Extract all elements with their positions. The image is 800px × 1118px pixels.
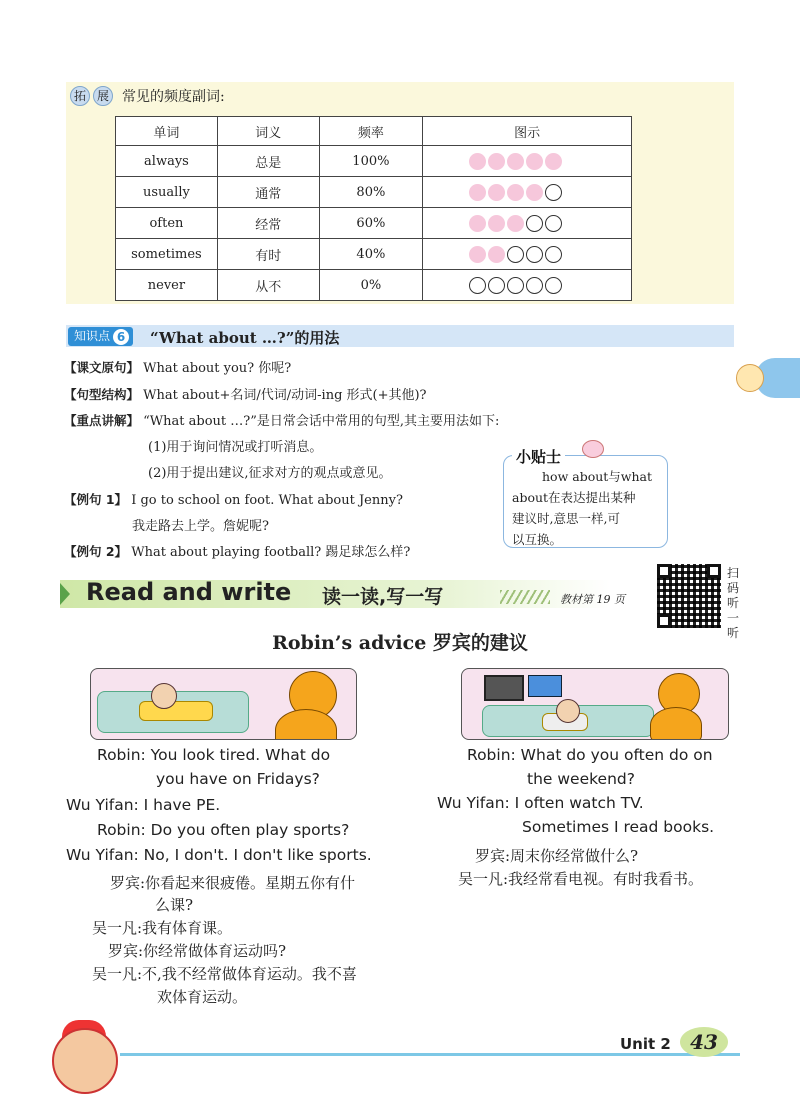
dialogue-line: Wu Yifan: I have PE. (66, 796, 221, 814)
table-cell-meaning: 经常 (217, 208, 319, 239)
translation-line: 欢体育运动。 (157, 988, 248, 1006)
dialogue-line: you have on Fridays? (156, 770, 320, 788)
translation-line: 吴一凡:不,我不经常做体育运动。我不喜 (92, 965, 357, 983)
mascot-icon (52, 1028, 118, 1094)
table-row (116, 146, 632, 177)
example-2-label: 【例句 2】 (64, 544, 128, 559)
table-row (116, 208, 632, 239)
knowledge-title: “What about …?”的用法 (150, 329, 340, 347)
translation-line: 么课? (155, 896, 194, 914)
empty-circle-icon (545, 215, 562, 232)
translation-line: 罗宾:你经常做体育运动吗? (108, 942, 287, 960)
illustration-right (461, 668, 729, 740)
original-sentence-line (64, 357, 291, 376)
table-cell-meaning: 有时 (217, 239, 319, 270)
original-text: What about you? 你呢? (143, 361, 292, 376)
table-cell-word: never (116, 270, 218, 301)
filled-circle-icon (507, 153, 524, 170)
extension-tag-char: 拓 (70, 86, 90, 106)
tip-line: 以互换。 (512, 532, 563, 547)
knowledge-number: 6 (113, 329, 129, 345)
illustration-left (90, 668, 357, 740)
focus-text: “What about …?”是日常会话中常用的句型,其主要用法如下: (143, 414, 500, 429)
tip-line: about在表达提出某种 (512, 490, 636, 505)
empty-circle-icon (526, 246, 543, 263)
table-cell-freq: 60% (319, 208, 423, 239)
filled-circle-icon (469, 184, 486, 201)
table-cell-word: often (116, 208, 218, 239)
table-row (116, 239, 632, 270)
mascot-face-icon (736, 364, 764, 392)
textbook-reference: 教材第 19 页 (560, 593, 625, 606)
filled-circle-icon (488, 215, 505, 232)
table-cell-word: usually (116, 177, 218, 208)
table-cell-meaning: 总是 (217, 146, 319, 177)
table-header-row (116, 117, 632, 146)
usage-1: (1)用于询问情况或打听消息。 (148, 440, 323, 455)
focus-line (64, 410, 499, 429)
table-cell-freq: 0% (319, 270, 423, 301)
qr-code-icon[interactable] (657, 564, 721, 628)
translation-line: 吴一凡:我经常看电视。有时我看书。 (458, 870, 704, 888)
table-cell-freq: 100% (319, 146, 423, 177)
extension-header (70, 86, 225, 106)
table-cell-meaning: 从不 (217, 270, 319, 301)
filled-circle-icon (469, 215, 486, 232)
empty-circle-icon (488, 277, 505, 294)
dialogue-line: Robin: You look tired. What do (97, 746, 331, 764)
filled-circle-icon (526, 184, 543, 201)
table-cell-word: sometimes (116, 239, 218, 270)
story-title: Robin’s advice 罗宾的建议 (272, 632, 528, 654)
filled-circle-icon (488, 153, 505, 170)
example-2-line (64, 541, 410, 560)
pig-icon (582, 440, 604, 458)
footer-line (120, 1053, 740, 1056)
table-cell-freq: 40% (319, 239, 423, 270)
table-cell-diagram (423, 146, 632, 177)
translation-line: 罗宾:周末你经常做什么? (475, 847, 639, 865)
usage-2: (2)用于提出建议,征求对方的观点或意见。 (148, 466, 392, 481)
arrow-icon (60, 583, 70, 605)
focus-label: 【重点讲解】 (64, 413, 140, 428)
read-write-title: Read and write (86, 578, 292, 606)
filled-circle-icon (488, 184, 505, 201)
example-1-text: I go to school on foot. What about Jenny? (131, 493, 403, 508)
structure-text: What about+名词/代词/动词-ing 形式(+其他)? (143, 388, 427, 403)
dialogue-line: Wu Yifan: I often watch TV. (437, 794, 644, 812)
unit-label: Unit 2 (620, 1035, 671, 1053)
dialogue-line: Robin: Do you often play sports? (97, 821, 350, 839)
table-cell-meaning: 通常 (217, 177, 319, 208)
extension-tag-char: 展 (93, 86, 113, 106)
header-word: 单词 (116, 117, 218, 146)
table-row (116, 270, 632, 301)
empty-circle-icon (526, 215, 543, 232)
header-diagram: 图示 (423, 117, 632, 146)
dialogue-line: Wu Yifan: No, I don't. I don't like sports. (66, 846, 372, 864)
empty-circle-icon (545, 184, 562, 201)
dialogue-line: the weekend? (527, 770, 635, 788)
filled-circle-icon (507, 215, 524, 232)
stripes-decoration (500, 590, 550, 604)
empty-circle-icon (526, 277, 543, 294)
knowledge-tag (68, 327, 133, 346)
example-1-label: 【例句 1】 (64, 492, 128, 507)
table-cell-diagram (423, 239, 632, 270)
table-cell-word: always (116, 146, 218, 177)
dialogue-line: Robin: What do you often do on (467, 746, 713, 764)
translation-line: 罗宾:你看起来很疲倦。星期五你有什 (110, 874, 356, 892)
header-meaning: 词义 (217, 117, 319, 146)
table-cell-diagram (423, 270, 632, 301)
frequency-table (115, 116, 632, 301)
translation-line: 吴一凡:我有体育课。 (92, 919, 233, 937)
extension-title: 常见的频度副词: (122, 89, 225, 105)
header-frequency: 频率 (319, 117, 423, 146)
page-number: 43 (680, 1027, 728, 1057)
filled-circle-icon (469, 153, 486, 170)
filled-circle-icon (526, 153, 543, 170)
scan-listen-label: 扫 码 听 一 听 (727, 566, 740, 640)
tip-line: 建议时,意思一样,可 (512, 511, 620, 526)
example-2-text: What about playing football? 踢足球怎么样? (131, 545, 411, 560)
structure-label: 【句型结构】 (64, 387, 140, 402)
table-body (116, 146, 632, 301)
example-1-line (64, 490, 403, 508)
tip-line: how about与what (542, 469, 653, 484)
dialogue-line: Sometimes I read books. (522, 818, 715, 836)
original-label: 【课文原句】 (64, 360, 140, 375)
tip-box (503, 455, 668, 548)
filled-circle-icon (488, 246, 505, 263)
structure-line (64, 384, 427, 403)
empty-circle-icon (545, 277, 562, 294)
table-cell-diagram (423, 177, 632, 208)
empty-circle-icon (469, 277, 486, 294)
table-row (116, 177, 632, 208)
empty-circle-icon (507, 246, 524, 263)
knowledge-tag-label: 知识点 (74, 329, 111, 343)
empty-circle-icon (507, 277, 524, 294)
filled-circle-icon (469, 246, 486, 263)
empty-circle-icon (545, 246, 562, 263)
filled-circle-icon (507, 184, 524, 201)
example-1-translation: 我走路去上学。詹妮呢? (132, 519, 269, 534)
table-cell-diagram (423, 208, 632, 239)
read-write-cn-title: 读一读,写一写 (322, 586, 444, 608)
tip-title: 小贴士 (512, 446, 565, 467)
table-cell-freq: 80% (319, 177, 423, 208)
filled-circle-icon (545, 153, 562, 170)
